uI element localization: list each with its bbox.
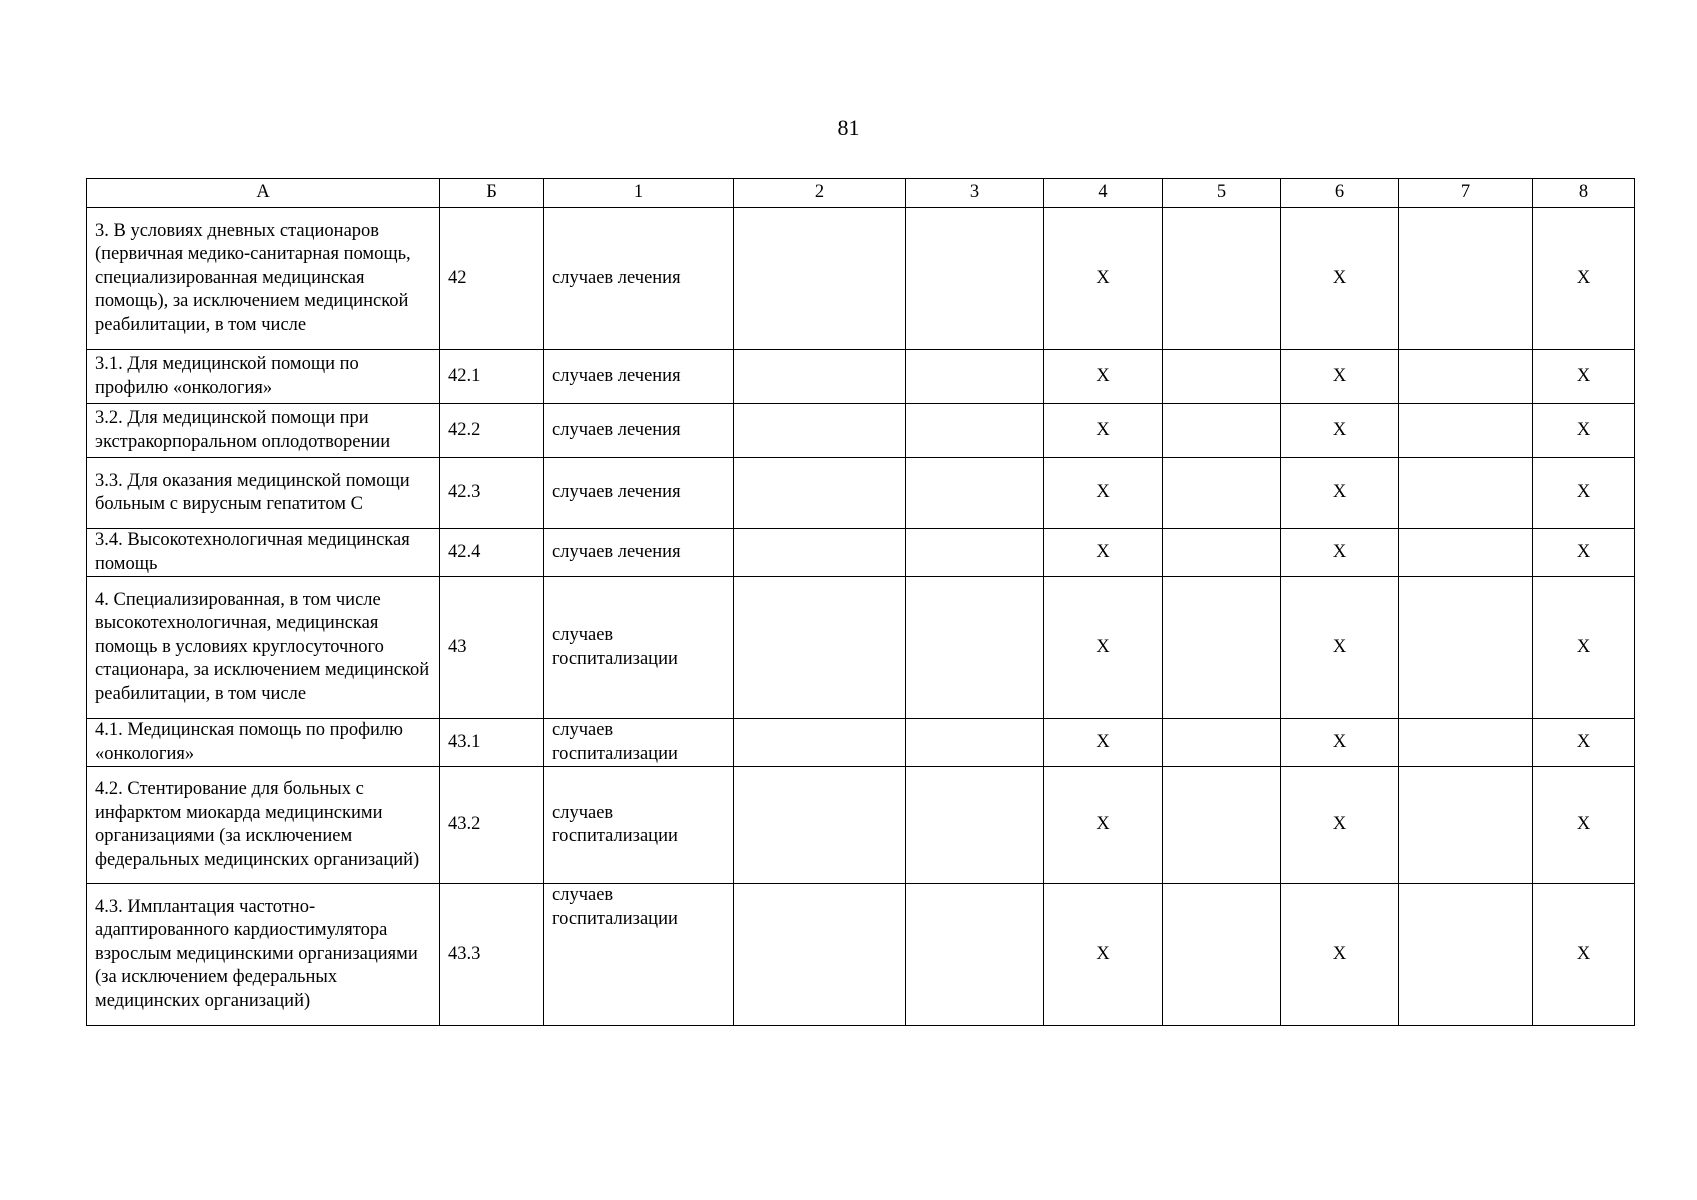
row-unit: случаев госпитализации bbox=[544, 767, 734, 884]
row-unit: случаев лечения bbox=[544, 404, 734, 458]
table-row bbox=[87, 767, 1635, 884]
cell-col-6: Х bbox=[1281, 458, 1399, 529]
cell-col-7 bbox=[1399, 884, 1533, 1026]
cell-col-7 bbox=[1399, 350, 1533, 404]
column-header: 2 bbox=[734, 179, 906, 208]
cell-col-3 bbox=[906, 208, 1044, 350]
cell-col-8: Х bbox=[1533, 577, 1635, 719]
cell-col-7 bbox=[1399, 577, 1533, 719]
cell-col-8: Х bbox=[1533, 719, 1635, 767]
table-row bbox=[87, 208, 1635, 350]
row-name: 4.2. Стентирование для больных с инфарктом миокарда медицинскими организациями (за исключением федеральных медицинских организаций) bbox=[87, 767, 440, 884]
cell-col-8: Х bbox=[1533, 350, 1635, 404]
cell-col-4: Х bbox=[1044, 719, 1163, 767]
cell-col-5 bbox=[1163, 208, 1281, 350]
cell-col-8: Х bbox=[1533, 404, 1635, 458]
cell-col-4: Х bbox=[1044, 884, 1163, 1026]
column-header: 4 bbox=[1044, 179, 1163, 208]
row-code: 42 bbox=[440, 208, 544, 350]
cell-col-2 bbox=[734, 719, 906, 767]
cell-col-5 bbox=[1163, 458, 1281, 529]
cell-col-2 bbox=[734, 458, 906, 529]
cell-col-3 bbox=[906, 577, 1044, 719]
cell-col-3 bbox=[906, 404, 1044, 458]
row-name: 4.3. Имплантация частотно-адаптированного кардиостимулятора взрослым медицинскими организациями (за исключением федеральных медицинских организаций) bbox=[87, 884, 440, 1026]
row-code: 43.3 bbox=[440, 884, 544, 1026]
cell-col-2 bbox=[734, 529, 906, 577]
row-unit: случаев лечения bbox=[544, 350, 734, 404]
cell-col-4: Х bbox=[1044, 458, 1163, 529]
cell-col-5 bbox=[1163, 404, 1281, 458]
cell-col-6: Х bbox=[1281, 719, 1399, 767]
cell-col-7 bbox=[1399, 529, 1533, 577]
row-code: 43 bbox=[440, 577, 544, 719]
table-row bbox=[87, 884, 1635, 1026]
table-header-row bbox=[87, 179, 1635, 208]
cell-col-6: Х bbox=[1281, 404, 1399, 458]
cell-col-7 bbox=[1399, 719, 1533, 767]
cell-col-4: Х bbox=[1044, 350, 1163, 404]
cell-col-5 bbox=[1163, 577, 1281, 719]
row-code: 43.2 bbox=[440, 767, 544, 884]
column-header: Б bbox=[440, 179, 544, 208]
cell-col-4: Х bbox=[1044, 767, 1163, 884]
cell-col-5 bbox=[1163, 350, 1281, 404]
table-row bbox=[87, 458, 1635, 529]
data-table bbox=[86, 178, 1635, 1026]
table-row bbox=[87, 404, 1635, 458]
row-name: 4. Специализированная, в том числе высокотехнологичная, медицинская помощь в условиях круглосуточного стационара, за исключением медицинской реабилитации, в том числе bbox=[87, 577, 440, 719]
table-row bbox=[87, 577, 1635, 719]
row-unit: случаев лечения bbox=[544, 458, 734, 529]
cell-col-3 bbox=[906, 767, 1044, 884]
cell-col-3 bbox=[906, 529, 1044, 577]
cell-col-2 bbox=[734, 577, 906, 719]
column-header: 6 bbox=[1281, 179, 1399, 208]
page-number: 81 bbox=[837, 115, 860, 140]
cell-col-3 bbox=[906, 458, 1044, 529]
cell-col-7 bbox=[1399, 404, 1533, 458]
row-name: 3. В условиях дневных стационаров (первичная медико-санитарная помощь, специализированная медицинская помощь), за исключением медицинской реабилитации, в том числе bbox=[87, 208, 440, 350]
row-unit: случаев госпитализации bbox=[544, 719, 734, 767]
table-row bbox=[87, 350, 1635, 404]
cell-col-4: Х bbox=[1044, 577, 1163, 719]
cell-col-6: Х bbox=[1281, 577, 1399, 719]
cell-col-6: Х bbox=[1281, 767, 1399, 884]
row-unit: случаев лечения bbox=[544, 529, 734, 577]
cell-col-2 bbox=[734, 404, 906, 458]
row-code: 42.2 bbox=[440, 404, 544, 458]
column-header: 5 bbox=[1163, 179, 1281, 208]
cell-col-4: Х bbox=[1044, 208, 1163, 350]
cell-col-5 bbox=[1163, 529, 1281, 577]
table-row bbox=[87, 529, 1635, 577]
cell-col-7 bbox=[1399, 208, 1533, 350]
cell-col-2 bbox=[734, 884, 906, 1026]
row-name: 4.1. Медицинская помощь по профилю «онкология» bbox=[87, 719, 440, 767]
cell-col-8: Х bbox=[1533, 458, 1635, 529]
cell-col-5 bbox=[1163, 719, 1281, 767]
column-header: А bbox=[87, 179, 440, 208]
column-header: 7 bbox=[1399, 179, 1533, 208]
row-name: 3.2. Для медицинской помощи при экстракорпоральном оплодотворении bbox=[87, 404, 440, 458]
cell-col-5 bbox=[1163, 884, 1281, 1026]
row-code: 42.4 bbox=[440, 529, 544, 577]
cell-col-3 bbox=[906, 719, 1044, 767]
cell-col-2 bbox=[734, 767, 906, 884]
cell-col-6: Х bbox=[1281, 884, 1399, 1026]
cell-col-8: Х bbox=[1533, 884, 1635, 1026]
table-row bbox=[87, 719, 1635, 767]
cell-col-5 bbox=[1163, 767, 1281, 884]
cell-col-7 bbox=[1399, 458, 1533, 529]
cell-col-2 bbox=[734, 208, 906, 350]
cell-col-8: Х bbox=[1533, 529, 1635, 577]
row-name: 3.1. Для медицинской помощи по профилю «онкология» bbox=[87, 350, 440, 404]
cell-col-3 bbox=[906, 884, 1044, 1026]
column-header: 8 bbox=[1533, 179, 1635, 208]
cell-col-2 bbox=[734, 350, 906, 404]
column-header: 3 bbox=[906, 179, 1044, 208]
row-unit: случаев госпитализации bbox=[544, 884, 734, 1026]
cell-col-4: Х bbox=[1044, 404, 1163, 458]
cell-col-7 bbox=[1399, 767, 1533, 884]
column-header: 1 bbox=[544, 179, 734, 208]
row-code: 43.1 bbox=[440, 719, 544, 767]
cell-col-6: Х bbox=[1281, 350, 1399, 404]
row-unit: случаев лечения bbox=[544, 208, 734, 350]
row-code: 42.1 bbox=[440, 350, 544, 404]
cell-col-6: Х bbox=[1281, 208, 1399, 350]
row-code: 42.3 bbox=[440, 458, 544, 529]
cell-col-6: Х bbox=[1281, 529, 1399, 577]
cell-col-4: Х bbox=[1044, 529, 1163, 577]
row-name: 3.3. Для оказания медицинской помощи больным с вирусным гепатитом С bbox=[87, 458, 440, 529]
row-name: 3.4. Высокотехнологичная медицинская помощь bbox=[87, 529, 440, 577]
cell-col-3 bbox=[906, 350, 1044, 404]
row-unit: случаев госпитализации bbox=[544, 577, 734, 719]
cell-col-8: Х bbox=[1533, 208, 1635, 350]
cell-col-8: Х bbox=[1533, 767, 1635, 884]
